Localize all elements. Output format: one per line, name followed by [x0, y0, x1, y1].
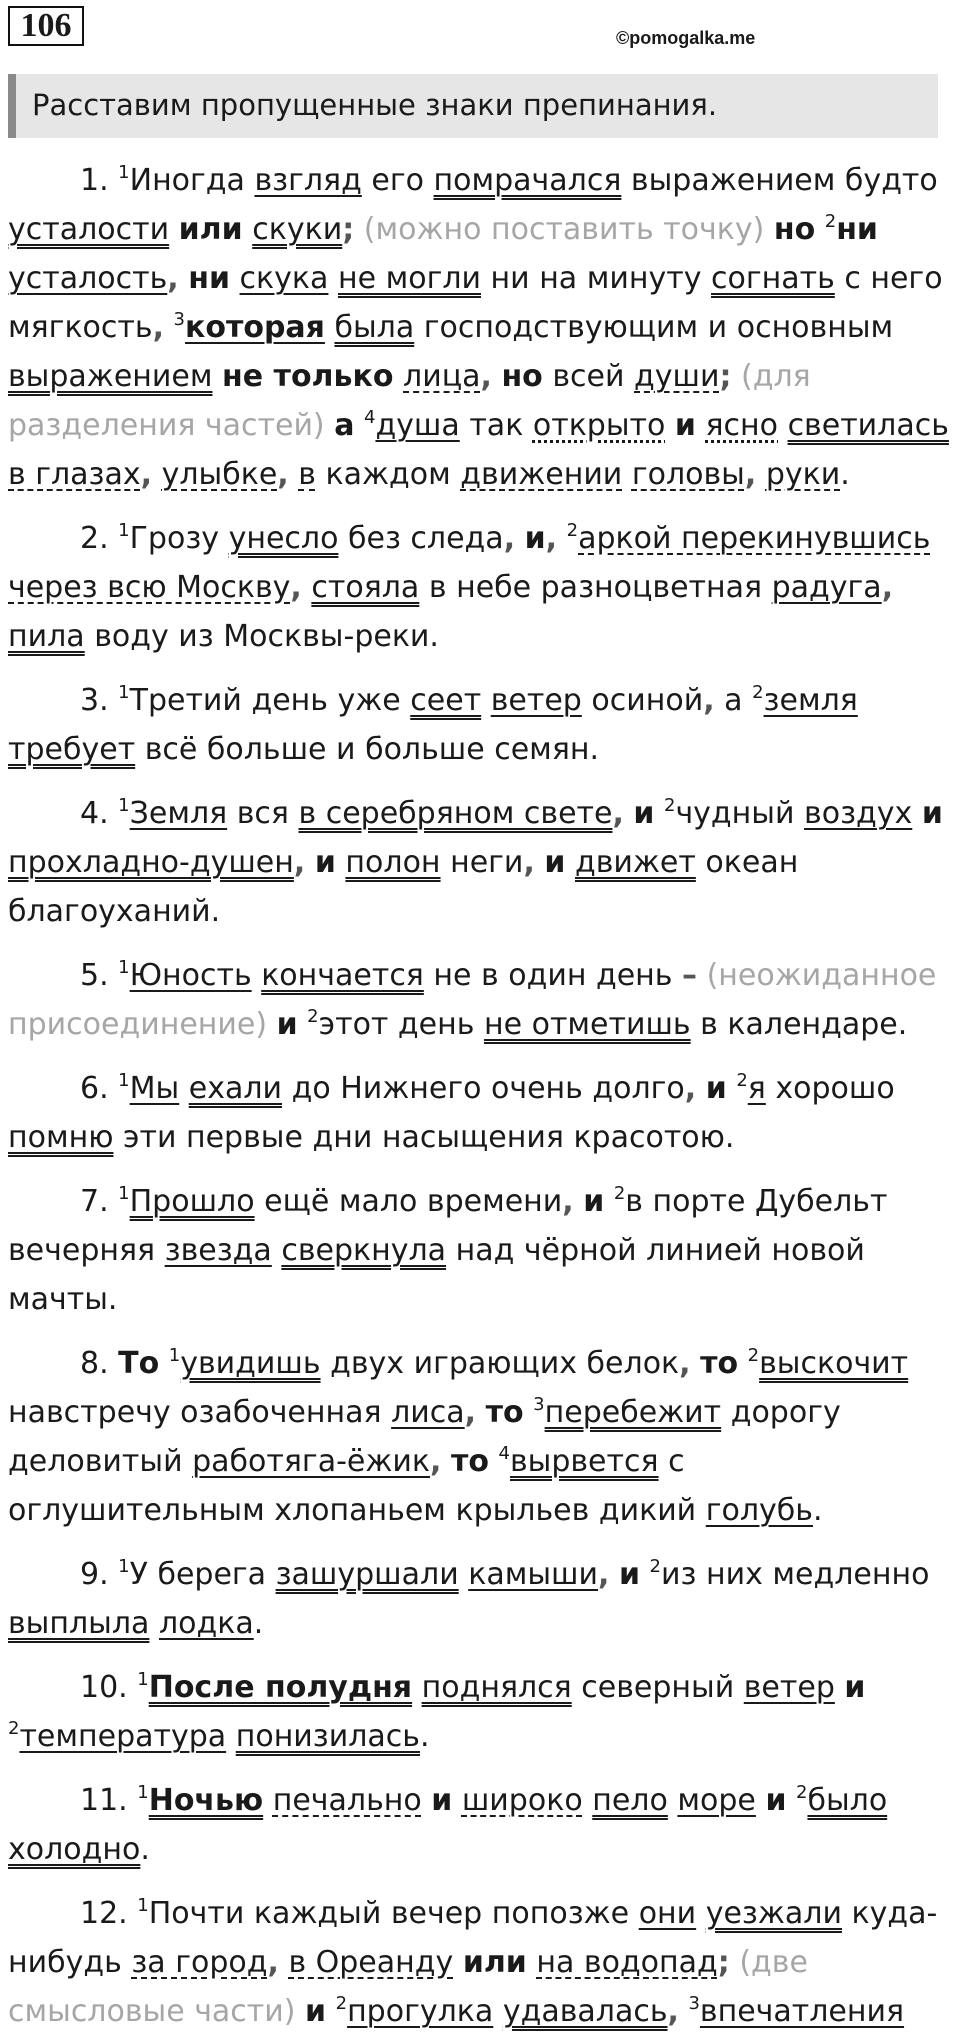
text-fragment: –: [682, 958, 698, 993]
text-fragment: и: [618, 1557, 640, 1592]
text-fragment: но: [501, 359, 543, 394]
text-fragment: до Нижнего очень долго: [291, 1071, 685, 1106]
text-fragment: ,: [167, 261, 179, 296]
text-fragment: и: [314, 845, 336, 880]
text-fragment: и: [305, 1994, 327, 2029]
text-fragment: но: [773, 212, 816, 247]
text-fragment: ни: [836, 212, 878, 247]
text-fragment: ветер: [743, 1670, 835, 1705]
clause-index: 2: [8, 1718, 20, 1739]
text-fragment: помню: [8, 1120, 114, 1155]
site-watermark: ©pomogalka.me: [616, 28, 756, 48]
text-fragment: чудный: [675, 796, 795, 831]
text-fragment: ,: [277, 457, 289, 492]
text-fragment: прогулка: [347, 1994, 494, 2029]
text-fragment: перебежит: [544, 1395, 722, 1430]
instruction-text: Расставим пропущенные знаки препинания.: [32, 88, 718, 122]
text-fragment: 11.: [80, 1783, 128, 1818]
text-fragment: с него мягкость: [8, 261, 943, 345]
text-fragment: и: [921, 796, 943, 831]
clause-index: 2: [649, 1556, 661, 1577]
text-fragment: а: [334, 408, 355, 443]
text-fragment: лиса: [391, 1395, 465, 1430]
text-fragment: ,: [562, 1184, 574, 1219]
text-fragment: дорогу деловитый: [8, 1395, 841, 1479]
text-fragment: ,: [545, 521, 558, 556]
clause-index: 3: [533, 1394, 545, 1415]
text-fragment: ,: [612, 796, 624, 831]
text-fragment: ,: [523, 845, 535, 880]
text-fragment: и: [674, 408, 696, 443]
text-fragment: ,: [464, 1395, 477, 1430]
text-fragment: осиной: [591, 683, 704, 718]
text-fragment: аркой перекинувшись через всю Москву: [8, 521, 931, 605]
text-fragment: я: [747, 1071, 766, 1106]
text-fragment: выплыла: [8, 1606, 150, 1641]
clause-index: 2: [736, 1070, 748, 1091]
text-fragment: Грозу: [129, 521, 220, 556]
text-fragment: навстречу озабоченная: [8, 1395, 382, 1430]
clause-index: 2: [335, 1993, 348, 2014]
text-fragment: ни на минуту: [490, 261, 702, 296]
text-fragment: увидишь: [180, 1346, 321, 1381]
clause-index: 2: [747, 1345, 760, 1366]
text-fragment: .: [840, 457, 850, 492]
text-fragment: ,: [430, 1444, 442, 1479]
text-fragment: в глазах: [8, 457, 141, 492]
text-fragment: куда-нибудь: [8, 1896, 938, 1980]
text-fragment: ехали: [188, 1071, 283, 1106]
text-fragment: ,: [152, 310, 164, 345]
text-fragment: каждом: [325, 457, 451, 492]
text-fragment: .: [419, 1719, 430, 1754]
text-fragment: движет: [574, 845, 696, 880]
text-fragment: 12.: [80, 1896, 128, 1931]
text-fragment: души: [634, 359, 720, 394]
text-fragment: Ночью: [148, 1783, 264, 1818]
clause-index: 1: [168, 1345, 181, 1366]
instruction-banner: [8, 74, 938, 138]
text-fragment: и: [765, 1783, 787, 1818]
clause-index: 1: [118, 795, 130, 816]
text-fragment: звезда: [164, 1233, 272, 1268]
text-fragment: радуга: [771, 570, 882, 605]
text-fragment: ,: [293, 845, 306, 880]
text-fragment: ,: [480, 359, 492, 394]
text-fragment: Третий день уже: [129, 683, 401, 718]
text-fragment: и: [844, 1670, 866, 1705]
text-fragment: а: [724, 683, 743, 718]
text-fragment: После полудня: [148, 1670, 413, 1705]
text-fragment: .: [140, 1832, 150, 1867]
text-fragment: температура: [19, 1719, 227, 1754]
text-fragment: ;: [717, 1945, 730, 1980]
text-fragment: широко: [461, 1783, 583, 1818]
sentence-6: [8, 1064, 950, 1162]
text-fragment: в Ореанду: [288, 1945, 454, 1980]
text-fragment: сеет: [410, 683, 482, 718]
text-fragment: согнать: [711, 261, 835, 296]
text-fragment: камыши: [468, 1557, 599, 1592]
text-fragment: в календаре.: [700, 1007, 908, 1042]
text-fragment: 10.: [80, 1670, 128, 1705]
text-fragment: (две смысловые части): [8, 1945, 808, 2029]
text-fragment: то: [700, 1346, 739, 1381]
text-fragment: с оглушительным хлопаньем крыльев дикий: [8, 1444, 697, 1528]
task-number: 106: [8, 6, 84, 46]
text-fragment: море: [677, 1783, 756, 1818]
clause-index: 2: [752, 682, 764, 703]
sentence-9: [8, 1550, 950, 1648]
text-fragment: и: [705, 1071, 727, 1106]
text-fragment: ,: [703, 683, 715, 718]
text-fragment: понизилась: [235, 1719, 420, 1754]
text-fragment: лица: [403, 359, 481, 394]
sentence-3: [8, 676, 950, 774]
text-fragment: унесло: [228, 521, 339, 556]
clause-index: 2: [613, 1183, 626, 1204]
text-fragment: ,: [267, 1945, 279, 1980]
text-fragment: улыбке: [161, 457, 278, 492]
text-fragment: и: [431, 1783, 453, 1818]
text-fragment: и: [524, 521, 546, 556]
text-fragment: пело: [592, 1783, 668, 1818]
text-fragment: ;: [342, 212, 355, 247]
text-fragment: Мы: [129, 1071, 180, 1106]
text-fragment: Земля: [129, 796, 228, 831]
text-fragment: и: [583, 1184, 605, 1219]
sentence-10: [8, 1663, 950, 1761]
text-fragment: (можно поставить точку): [363, 212, 765, 247]
text-fragment: помрачался: [433, 163, 622, 198]
text-fragment: (неожиданное присоединение): [8, 958, 937, 1042]
text-fragment: пила: [8, 619, 85, 654]
sentence-7: [8, 1177, 950, 1324]
text-fragment: .: [253, 1606, 264, 1641]
clause-index: 3: [688, 1993, 700, 2014]
text-fragment: выражением будто: [630, 163, 938, 198]
text-fragment: ясно: [705, 408, 779, 443]
text-fragment: ветер: [490, 683, 582, 718]
text-fragment: 6.: [80, 1071, 109, 1106]
sentence-8: [8, 1339, 950, 1535]
text-fragment: 4.: [80, 796, 109, 831]
text-fragment: скука: [239, 261, 329, 296]
text-fragment: ,: [140, 457, 153, 492]
text-fragment: светилась: [787, 408, 949, 443]
text-fragment: над чёрной линией новой мачты.: [8, 1233, 865, 1317]
clause-index: 4: [363, 407, 376, 428]
sentence-1: [8, 156, 950, 499]
text-fragment: этот день: [318, 1007, 475, 1042]
text-fragment: усталость: [8, 261, 168, 296]
text-fragment: или: [178, 212, 243, 247]
text-fragment: ни: [188, 261, 230, 296]
text-fragment: вырвется: [509, 1444, 659, 1479]
text-fragment: 8.: [80, 1346, 109, 1381]
text-fragment: .: [812, 1493, 823, 1528]
text-fragment: То: [118, 1346, 160, 1381]
text-fragment: выскочит: [759, 1346, 909, 1381]
text-fragment: душа: [375, 408, 460, 443]
text-fragment: 3.: [80, 683, 109, 718]
text-fragment: усталости: [8, 212, 170, 247]
sentence-12: [8, 1889, 950, 2036]
text-fragment: земля: [763, 683, 858, 718]
text-fragment: У берега: [129, 1557, 267, 1592]
text-fragment: впечатления: [699, 1994, 905, 2029]
text-fragment: не только: [222, 359, 394, 394]
text-fragment: было холодно: [8, 1783, 888, 1867]
text-fragment: в серебряном свете: [298, 796, 613, 831]
text-fragment: 1.: [80, 163, 109, 198]
text-fragment: ,: [744, 457, 757, 492]
text-fragment: воздух: [804, 796, 913, 831]
text-fragment: всё больше и больше семян.: [144, 732, 600, 767]
text-fragment: печально: [272, 1783, 422, 1818]
text-fragment: уезжали: [705, 1896, 842, 1931]
text-fragment: Почти каждый вечер попозже: [148, 1896, 630, 1931]
text-fragment: 9.: [80, 1557, 109, 1592]
text-fragment: работяга-ёжик: [192, 1444, 431, 1479]
text-fragment: господствующим и основным: [423, 310, 894, 345]
sentence-5: [8, 951, 950, 1049]
text-fragment: воду из Москвы-реки.: [94, 619, 439, 654]
text-fragment: ,: [290, 570, 302, 605]
clause-index: 4: [498, 1443, 510, 1464]
text-fragment: Прошло: [129, 1184, 255, 1219]
clause-index: 2: [824, 211, 837, 232]
clause-index: 1: [137, 1669, 149, 1690]
clause-index: 1: [137, 1895, 149, 1916]
text-fragment: то: [450, 1444, 489, 1479]
text-fragment: головы: [631, 457, 745, 492]
text-fragment: голубь: [705, 1493, 813, 1528]
text-fragment: удавалась: [502, 1994, 668, 2029]
text-fragment: ,: [598, 1557, 610, 1592]
text-fragment: хорошо: [775, 1071, 895, 1106]
text-fragment: двух играющих белок: [330, 1346, 680, 1381]
text-fragment: прохладно-душен: [8, 845, 294, 880]
text-fragment: всей: [552, 359, 625, 394]
text-fragment: и: [633, 796, 655, 831]
clause-index: 2: [307, 1006, 319, 1027]
text-fragment: ;: [719, 359, 732, 394]
text-fragment: так: [469, 408, 524, 443]
clause-index: 2: [664, 795, 676, 816]
text-fragment: 7.: [80, 1184, 109, 1219]
clause-index: 3: [173, 309, 185, 330]
answer-text: [8, 156, 950, 2036]
text-fragment: на водопад: [536, 1945, 718, 1980]
text-fragment: открыто: [532, 408, 666, 443]
text-fragment: зашуршали: [275, 1557, 459, 1592]
sentence-11: [8, 1776, 950, 1874]
text-fragment: не в один день: [433, 958, 673, 993]
text-fragment: сверкнула: [281, 1233, 447, 1268]
text-fragment: требует: [8, 732, 136, 767]
clause-index: 1: [118, 520, 130, 541]
text-fragment: ,: [667, 1994, 679, 2029]
clause-index: 1: [118, 1556, 130, 1577]
sentence-4: [8, 789, 950, 936]
text-fragment: они: [638, 1896, 697, 1931]
text-fragment: в: [298, 457, 316, 492]
clause-index: 1: [118, 1183, 130, 1204]
text-fragment: ,: [679, 1346, 691, 1381]
text-fragment: ,: [503, 521, 516, 556]
text-fragment: его: [371, 163, 424, 198]
text-fragment: или: [462, 1945, 527, 1980]
clause-index: 2: [566, 520, 579, 541]
text-fragment: вся: [236, 796, 289, 831]
text-fragment: без следа: [347, 521, 504, 556]
text-fragment: 5.: [80, 958, 109, 993]
text-fragment: эти первые дни насыщения красотою.: [123, 1120, 735, 1155]
text-fragment: взгляд: [254, 163, 362, 198]
text-fragment: скуки: [252, 212, 343, 247]
text-fragment: лодка: [158, 1606, 254, 1641]
text-fragment: полон: [345, 845, 441, 880]
text-fragment: стояла: [311, 570, 420, 605]
text-fragment: была: [334, 310, 415, 345]
clause-index: 1: [118, 1070, 130, 1091]
text-fragment: океан благоуханий.: [8, 845, 799, 929]
clause-index: 1: [137, 1782, 149, 1803]
text-fragment: Иногда: [129, 163, 245, 198]
text-fragment: в порте Дубельт вечерняя: [8, 1184, 888, 1268]
text-fragment: (для разделения частей): [8, 359, 811, 443]
text-fragment: 2.: [80, 521, 109, 556]
clause-index: 1: [118, 162, 130, 183]
text-fragment: неги: [450, 845, 524, 880]
text-fragment: и: [544, 845, 566, 880]
text-fragment: поднялся: [421, 1670, 572, 1705]
text-fragment: из них медленно: [661, 1557, 930, 1592]
text-fragment: которая: [184, 310, 325, 345]
text-fragment: северный: [581, 1670, 735, 1705]
clause-index: 1: [118, 957, 130, 978]
text-fragment: движении: [460, 457, 623, 492]
text-fragment: Юность: [129, 958, 252, 993]
text-fragment: ,: [881, 570, 894, 605]
clause-index: 1: [118, 682, 130, 703]
text-fragment: ,: [684, 1071, 697, 1106]
text-fragment: и: [276, 1007, 298, 1042]
text-fragment: руки: [765, 457, 841, 492]
text-fragment: не отметишь: [483, 1007, 691, 1042]
text-fragment: кончается: [261, 958, 424, 993]
clause-index: 2: [796, 1782, 808, 1803]
text-fragment: за город: [131, 1945, 268, 1980]
text-fragment: в небе разноцветная: [428, 570, 763, 605]
text-fragment: ещё мало времени: [264, 1184, 563, 1219]
text-fragment: не могли: [337, 261, 481, 296]
text-fragment: выражением: [8, 359, 213, 394]
sentence-2: [8, 514, 950, 661]
text-fragment: то: [485, 1395, 524, 1430]
